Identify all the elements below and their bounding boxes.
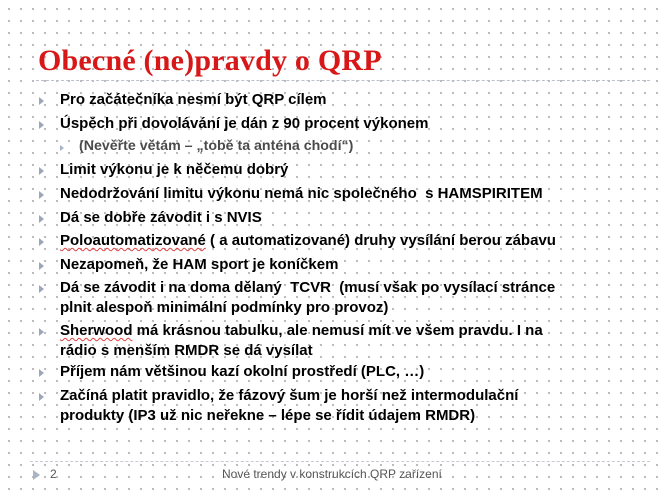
bullet-text-run: produkty (IP3 už nic neřekne – lépe se řídit údajem RMDR) — [60, 406, 476, 424]
bullet-text-line — [60, 184, 640, 204]
bullet-text-run: Sherwood — [60, 322, 133, 339]
bullet-text-line — [60, 208, 640, 228]
bullet-text-line — [60, 160, 640, 180]
bullet-text-run: má krásnou tabulku, ale nemusí mít ve všem pravdu. I na — [132, 322, 543, 339]
bullet-text-line — [60, 362, 640, 382]
bullet-arrow-icon — [39, 97, 44, 105]
bullet-text-run: Limit výkonu je k něčemu dobrý — [60, 161, 289, 178]
footer-text: Nové trendy v konstrukcích QRP zařízení — [222, 467, 442, 481]
bullet-text-run: (Nevěřte větám – „tobě ta anténa chodí“) — [79, 138, 354, 154]
bullet-text-line — [60, 255, 640, 275]
bullet-arrow-icon — [39, 369, 44, 377]
bullet-arrow-icon — [39, 215, 44, 223]
bullet-text — [60, 321, 640, 360]
bullet-text — [60, 255, 640, 275]
bullet-text — [79, 137, 659, 157]
bullet-text — [60, 362, 640, 382]
bullet-arrow-icon — [39, 393, 44, 401]
bullet-text-line — [60, 298, 640, 318]
bullet-arrow-icon — [39, 121, 44, 129]
bullet-text-line — [60, 90, 640, 110]
bullet-text-run: Nezapomeň, že HAM sport je koníčkem — [60, 256, 339, 273]
bullet-text-line — [60, 278, 640, 298]
bullet-text-line — [60, 386, 640, 406]
bullet-text-run: Příjem nám většinou kazí okolní prostředí (PLC, …) — [60, 363, 425, 380]
bullet-text-line — [60, 341, 640, 361]
bullet-text — [60, 184, 640, 204]
page-number: 2 — [50, 467, 57, 481]
bullet-text-run: Pro začátečníka nesmí být QRP cílem — [60, 91, 327, 108]
bullet-text-run: rádio s menším RMDR se dá vysílat — [60, 341, 313, 359]
bullet-text-line — [60, 321, 640, 341]
footer-arrow-icon — [33, 470, 40, 480]
bullet-arrow-icon — [60, 145, 64, 151]
bullet-text-line — [60, 231, 640, 251]
title-divider — [36, 80, 650, 81]
bullet-text — [60, 208, 640, 228]
bullet-text — [60, 386, 640, 425]
bullet-text-run: Úspěch při dovolávání je dán z 90 procent výkonem — [60, 115, 429, 132]
bullet-arrow-icon — [39, 262, 44, 270]
bullet-text-line — [60, 114, 640, 134]
bullet-arrow-icon — [39, 167, 44, 175]
slide-title: Obecné (ne)pravdy o QRP — [38, 44, 382, 77]
bullet-arrow-icon — [39, 285, 44, 293]
bullet-text-run: Začíná platit pravidlo, že fázový šum je horší než intermodulační — [60, 387, 519, 404]
bullet-text — [60, 90, 640, 110]
bullet-text — [60, 231, 640, 251]
bullet-text — [60, 114, 640, 134]
bullet-arrow-icon — [39, 238, 44, 246]
bullet-text-run: ( a automatizované) druhy vysílání berou zábavu — [205, 232, 556, 249]
bullet-text-run: Nedodržování limitu výkonu nemá nic společného s HAMSPIRITEM — [60, 185, 543, 202]
bullet-arrow-icon — [39, 328, 44, 336]
footer-divider — [30, 461, 650, 462]
bullet-text — [60, 160, 640, 180]
bullet-text-run: Poloautomatizované — [60, 232, 206, 249]
bullet-text-run: Dá se dobře závodit i s NVIS — [60, 209, 262, 226]
bullet-text-line — [79, 137, 659, 157]
bullet-text-line — [60, 406, 640, 426]
bullet-text-run: Dá se závodit i na doma dělaný TCVR (musí však po vysílací stránce — [60, 279, 556, 296]
bullet-text — [60, 278, 640, 317]
bullet-text-run: plnit alespoň minimální podmínky pro provoz) — [60, 298, 389, 316]
bullet-arrow-icon — [39, 191, 44, 199]
